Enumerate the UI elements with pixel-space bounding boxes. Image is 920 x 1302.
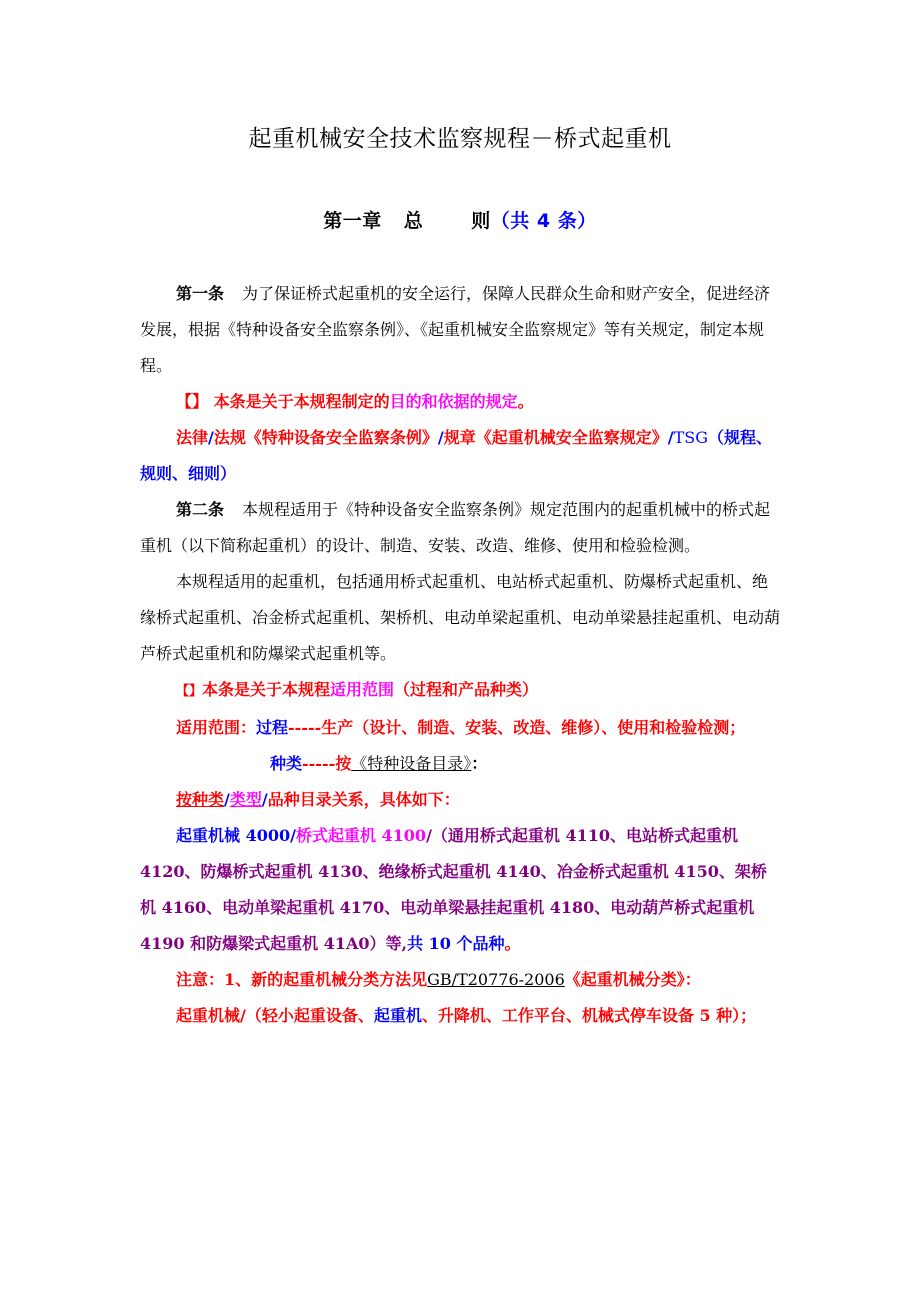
cat-sep: / (290, 826, 296, 845)
scope-line (140, 710, 782, 746)
law-b: 法规《特种设备安全监察条例》 (213, 428, 438, 447)
chapter-heading (0, 206, 920, 233)
article-2-text-2: 本规程适用的起重机，包括通用桥式起重机、电站桥式起重机、防爆桥式起重机、绝缘桥式起重机、冶金桥式起重机、架桥机、电动单梁起重机、电动单梁悬挂起重机、电动葫芦桥式起重机和防爆梁式起重机等。 (140, 572, 781, 663)
article-1-note (140, 384, 782, 420)
article-2-note (140, 672, 782, 710)
note-2-b: 适用范围 (330, 680, 395, 699)
article-1-body: 为了保证桥式起重机的安全运行，保障人民群众生命和财产安全，促进经济发展，根据《特种设备安全监察条例》、《起重机械安全监察规定》等有关规定，制定本规程。 (140, 284, 771, 375)
article-1 (140, 276, 782, 492)
last-a: 起重机械/（轻小起重设备、 (176, 1006, 374, 1025)
law-e: （规程、规则、细则） (140, 428, 773, 483)
species-a: 种类 (270, 754, 303, 773)
rel-a: 按种类 (176, 790, 225, 809)
rel-b: 类型 (229, 790, 262, 809)
article-2 (140, 492, 782, 1034)
note-part-b: 目的和依据的规定 (389, 392, 518, 411)
cat-c: /（通用桥式起重机 4110、电站桥式起重机 4120、防爆桥式起重机 4130、绝缘桥式起重机 4140、冶金桥式起重机 4150、架桥机 4160、电动单梁起重机 4170、电动单梁悬挂起重机 4180、电动葫芦桥式起重机 4190 和防爆梁式起重机 41A0） (140, 826, 767, 953)
article-1-text (140, 276, 782, 384)
attention-line (140, 962, 782, 998)
law-d: TSG (673, 428, 708, 447)
chapter-char-2: 则 (471, 210, 491, 232)
scope-a: 适用范围： (176, 718, 257, 737)
last-paragraph (140, 998, 782, 1034)
note-2-c: （过程和产品种类） (394, 680, 539, 699)
article-2-number: 第二条 (176, 500, 225, 519)
last-c: 、升降机、工作平台、机械式停车设备 5 种）； (421, 1006, 757, 1025)
species-d: ： (471, 754, 488, 773)
chapter-label: 第一章 (323, 210, 382, 232)
law-c: 规章《起重机械安全监察规定》 (443, 428, 668, 447)
species-line (140, 746, 782, 782)
rel-c: 品种目录关系，具体如下： (267, 790, 460, 809)
cat-b: 桥式起重机 4100 (295, 826, 427, 845)
law-sep-2: / (437, 428, 444, 447)
catalog-paragraph (140, 818, 782, 962)
law-sep-3: / (667, 428, 674, 447)
species-c: 《特种设备目录》 (351, 754, 472, 773)
att-a: 注意：1、新的起重机械分类方法见 (176, 970, 428, 989)
chapter-count: （共 4 条） (490, 210, 597, 232)
last-b: 起重机 (373, 1006, 422, 1025)
article-1-number: 第一条 (176, 284, 225, 303)
cat-a: 起重机械 4000 (176, 826, 291, 845)
species-b: -----按 (302, 754, 352, 773)
cat-e: 共 10 个品种 (407, 934, 505, 953)
law-sep-1: / (208, 428, 214, 447)
note-2-bracket: 【】 (176, 684, 203, 699)
scope-c: -----生产（设计、制造、安装、改造、维修）、使用和检验检测； (288, 718, 746, 737)
scope-b: 过程 (256, 718, 289, 737)
document-title: 起重机械安全技术监察规程－桥式起重机 (248, 126, 672, 152)
rel-sep-2: / (261, 790, 268, 809)
law-a: 法律 (176, 428, 209, 447)
cat-f: 。 (504, 934, 521, 953)
note-bracket: 【】 (176, 392, 209, 411)
relation-line (140, 782, 782, 818)
chapter-char-1: 总 (403, 210, 424, 232)
article-2-text (140, 492, 782, 564)
rel-sep-1: / (224, 790, 230, 809)
note-part-c: 。 (517, 392, 534, 411)
article-1-law-chain (140, 420, 782, 492)
article-2-body: 本规程适用于《特种设备安全监察条例》规定范围内的起重机械中的桥式起重机（以下简称起重机）的设计、制造、安装、改造、维修、使用和检验检测。 (140, 500, 771, 555)
cat-d: 等, (385, 934, 408, 953)
att-c: 《起重机械分类》： (564, 970, 701, 989)
note-2-a: 本条是关于本规程 (202, 680, 331, 699)
att-b: GB/T20776-2006 (427, 970, 565, 989)
note-part-a: 本条是关于本规程制定的 (213, 392, 390, 411)
